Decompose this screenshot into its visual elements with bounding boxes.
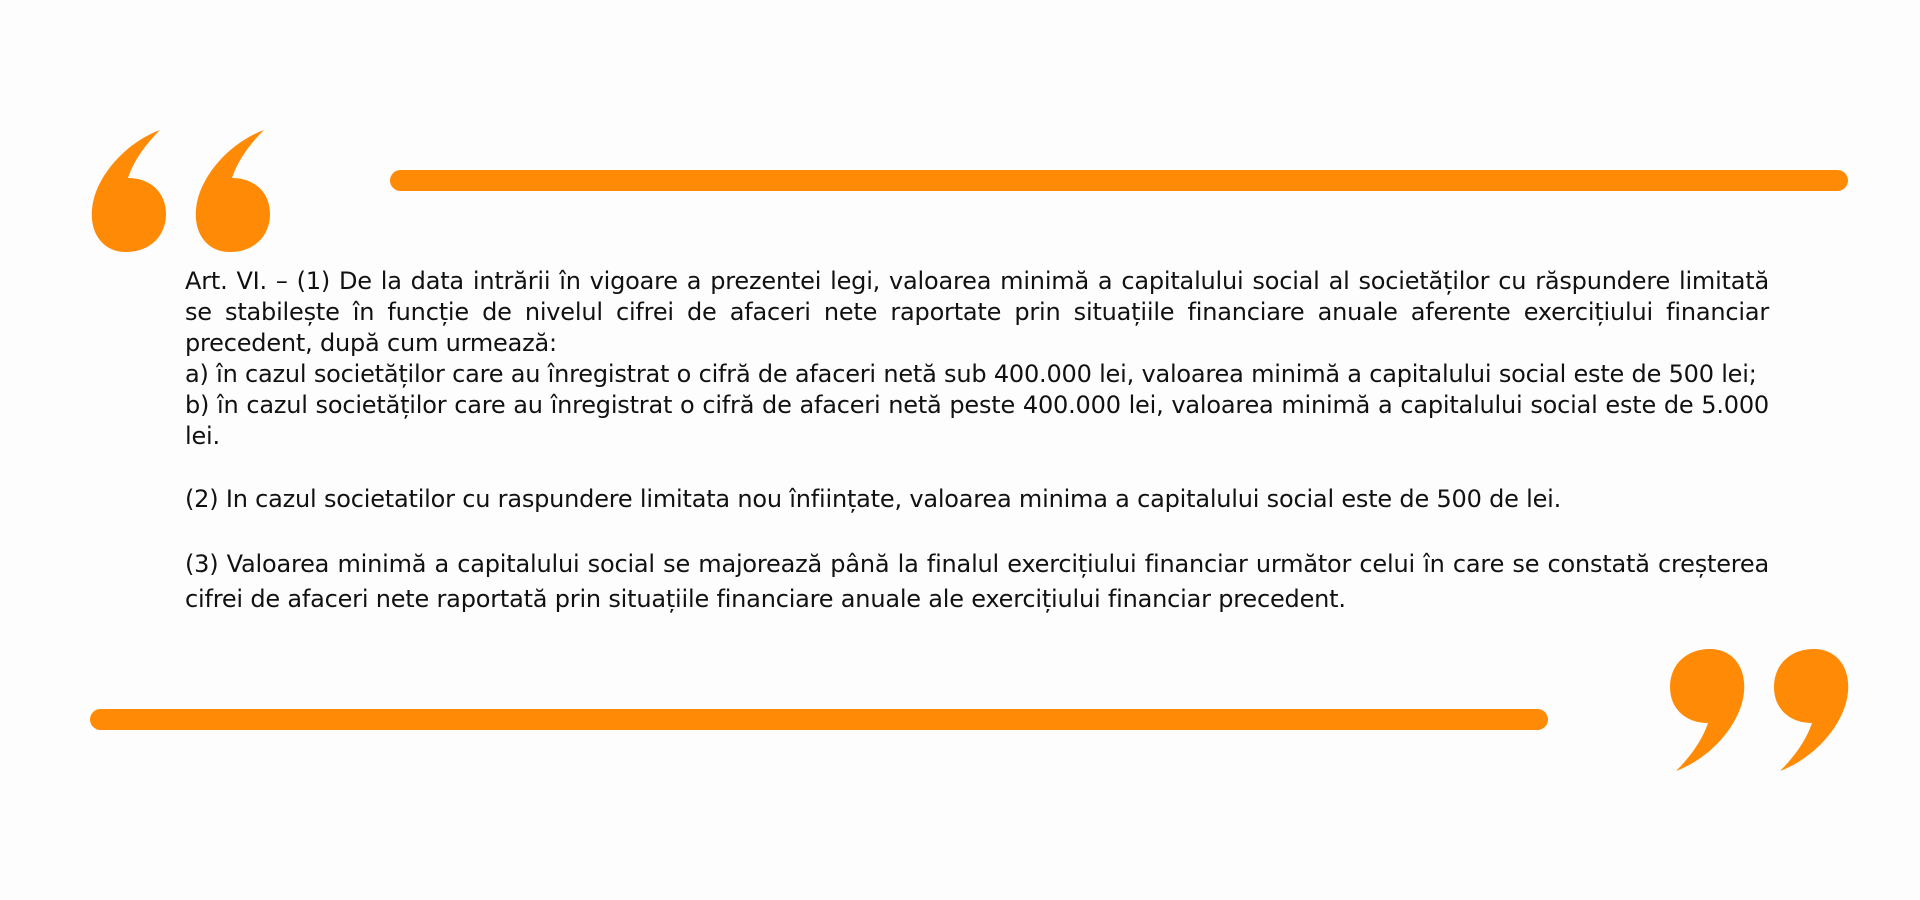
bottom-divider-bar xyxy=(90,709,1548,730)
top-divider-bar xyxy=(390,170,1848,191)
article-paragraph-3: (3) Valoarea minimă a capitalului social se majorează până la finalul exercițiului financiar următor celui în care se constată creșterea cifrei de afaceri nete raportată prin situațiile financiare anuale ale exercițiului financiar precedent. xyxy=(185,550,1769,613)
opening-quotation-mark-icon xyxy=(88,128,278,253)
article-point-a: a) în cazul societăților care au înregistrat o cifră de afaceri netă sub 400.000 lei, valoarea minimă a capitalului social este de 500 lei; xyxy=(185,360,1757,388)
article-point-b: b) în cazul societăților care au înregistrat o cifră de afaceri netă peste 400.000 lei, valoarea minimă a capitalului social este de 5.000 lei. xyxy=(185,391,1769,450)
quote-text xyxy=(185,266,1769,617)
article-paragraph-2: (2) In cazul societatilor cu raspundere limitata nou înființate, valoarea minima a capitalului social este de 500 de lei. xyxy=(185,485,1562,513)
article-intro: Art. VI. – (1) De la data intrării în vigoare a prezentei legi, valoarea minimă a capitalului social al societăților cu răspundere limitată se stabilește în funcție de nivelul cifrei de afaceri nete raportate prin situațiile financiare anuale aferente exercițiului financiar precedent, după cum urmează: xyxy=(185,267,1769,357)
article-paragraph-1 xyxy=(185,266,1769,452)
closing-quotation-mark-icon xyxy=(1662,648,1852,773)
